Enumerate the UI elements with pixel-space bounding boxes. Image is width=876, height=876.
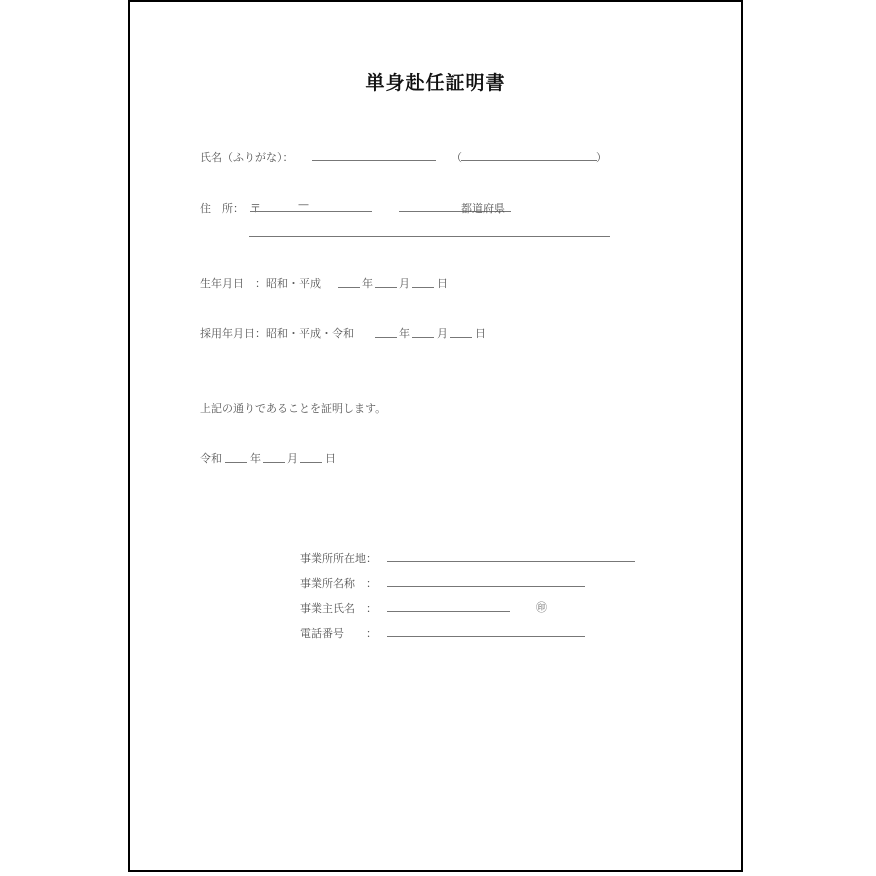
issue-month-label: 月 — [287, 452, 298, 465]
owner-name-field[interactable] — [387, 611, 510, 612]
office-address-field[interactable] — [387, 561, 635, 562]
office-name-label: 事業所名称 ： — [300, 577, 377, 590]
birth-date-label: 生年月日 ：昭和・平成 — [200, 277, 321, 290]
hire-year-field[interactable] — [375, 337, 397, 338]
issue-era-label: 令和 — [200, 452, 222, 465]
office-name-field[interactable] — [387, 586, 585, 587]
phone-label: 電話番号 ： — [300, 627, 377, 640]
furigana-paren-open: （ — [451, 151, 462, 164]
birth-day-field[interactable] — [412, 287, 434, 288]
hire-day-label: 日 — [475, 327, 486, 340]
furigana-field[interactable] — [461, 160, 597, 161]
address-label: 住 所： — [200, 202, 244, 215]
birth-year-field[interactable] — [338, 287, 360, 288]
office-address-label: 事業所所在地： — [300, 552, 377, 565]
issue-year-field[interactable] — [225, 462, 247, 463]
owner-name-label: 事業主氏名 ： — [300, 602, 377, 615]
birth-month-label: 月 — [399, 277, 410, 290]
name-field[interactable] — [312, 160, 436, 161]
certification-statement: 上記の通りであることを証明します。 — [200, 402, 387, 415]
phone-field[interactable] — [387, 636, 585, 637]
seal-mark: ㊞ — [536, 601, 547, 614]
hire-month-label: 月 — [437, 327, 448, 340]
birth-year-label: 年 — [362, 277, 373, 290]
issue-day-label: 日 — [325, 452, 336, 465]
name-label: 氏名（ふりがな）： — [200, 151, 294, 164]
address-line-field[interactable] — [249, 236, 610, 237]
prefecture-label: 都道府県 — [461, 202, 505, 215]
hire-day-field[interactable] — [450, 337, 472, 338]
birth-month-field[interactable] — [375, 287, 397, 288]
birth-day-label: 日 — [437, 277, 448, 290]
postal-dash: — — [298, 198, 309, 211]
furigana-paren-close: ） — [596, 151, 607, 164]
certificate-page — [128, 0, 743, 872]
issue-month-field[interactable] — [263, 462, 285, 463]
hire-month-field[interactable] — [412, 337, 434, 338]
issue-day-field[interactable] — [300, 462, 322, 463]
document-title: 単身赴任証明書 — [365, 72, 506, 94]
issue-year-label: 年 — [250, 452, 261, 465]
postal-mark: 〒 — [250, 202, 261, 215]
hire-date-label: 採用年月日：昭和・平成・令和 — [200, 327, 354, 340]
postal-code-field[interactable] — [250, 211, 372, 212]
hire-year-label: 年 — [399, 327, 410, 340]
